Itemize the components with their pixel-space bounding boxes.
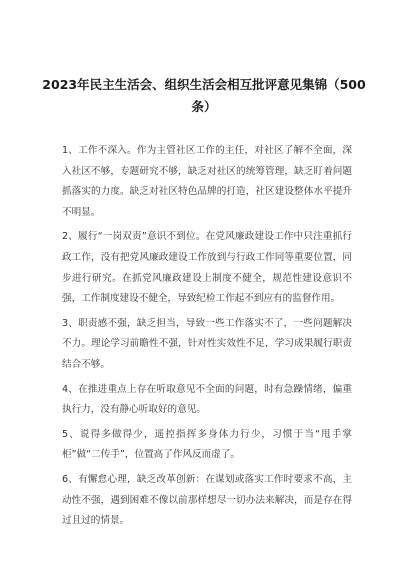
paragraph-3: 3、职责感不强，缺乏担当，导致一些工作落实不了，一些问题解决不力。理论学习前瞻性不强，针对性实效性不足，学习成果履行职责结合不够。 <box>62 317 352 370</box>
paragraph-4: 4、在推进重点上存在听取意见不全面的问题，时有急躁情绪，偏重执行力，没有静心听取好的意见。 <box>62 383 352 416</box>
document-body <box>62 141 352 536</box>
paragraph-2: 2、履行“一岗双责”意识不到位。在党风廉政建设工作中只注重抓行政工作，没有把党风廉政建设工作放到与行政工作同等重要位置，同步进行研究。在抓党风廉政建设上制度不健全，规范性建设意识不强，工作制度建设不健全，导致纪检工作起不到应有的监督作用。 <box>62 231 352 305</box>
document-title-line-1: 2023年民主生活会、组织生活会相互批评意见集锦（500 <box>42 77 366 92</box>
paragraph-1: 1、工作不深入。作为主管社区工作的主任，对社区了解不全面，深入社区不够，专题研究不够，缺乏对社区的统筹管理，缺乏盯着问题抓落实的力度。缺乏对社区特色品牌的打造，社区建设整体水平提升不明显。 <box>62 145 352 218</box>
document-title-line-2: 条） <box>191 99 217 114</box>
paragraph-5: 5、说得多做得少，遥控指挥多身体力行少，习惯于当“甩手掌柜”做“二传手”，位置高了作风反而虚了。 <box>62 428 352 461</box>
paragraph-6: 6、有懈怠心理，缺乏改革创新：在谋划或落实工作时要求不高，主动性不强，遇到困难不像以前那样想尽一切办法来解决，而是存在得过且过的情景。 <box>62 473 352 527</box>
